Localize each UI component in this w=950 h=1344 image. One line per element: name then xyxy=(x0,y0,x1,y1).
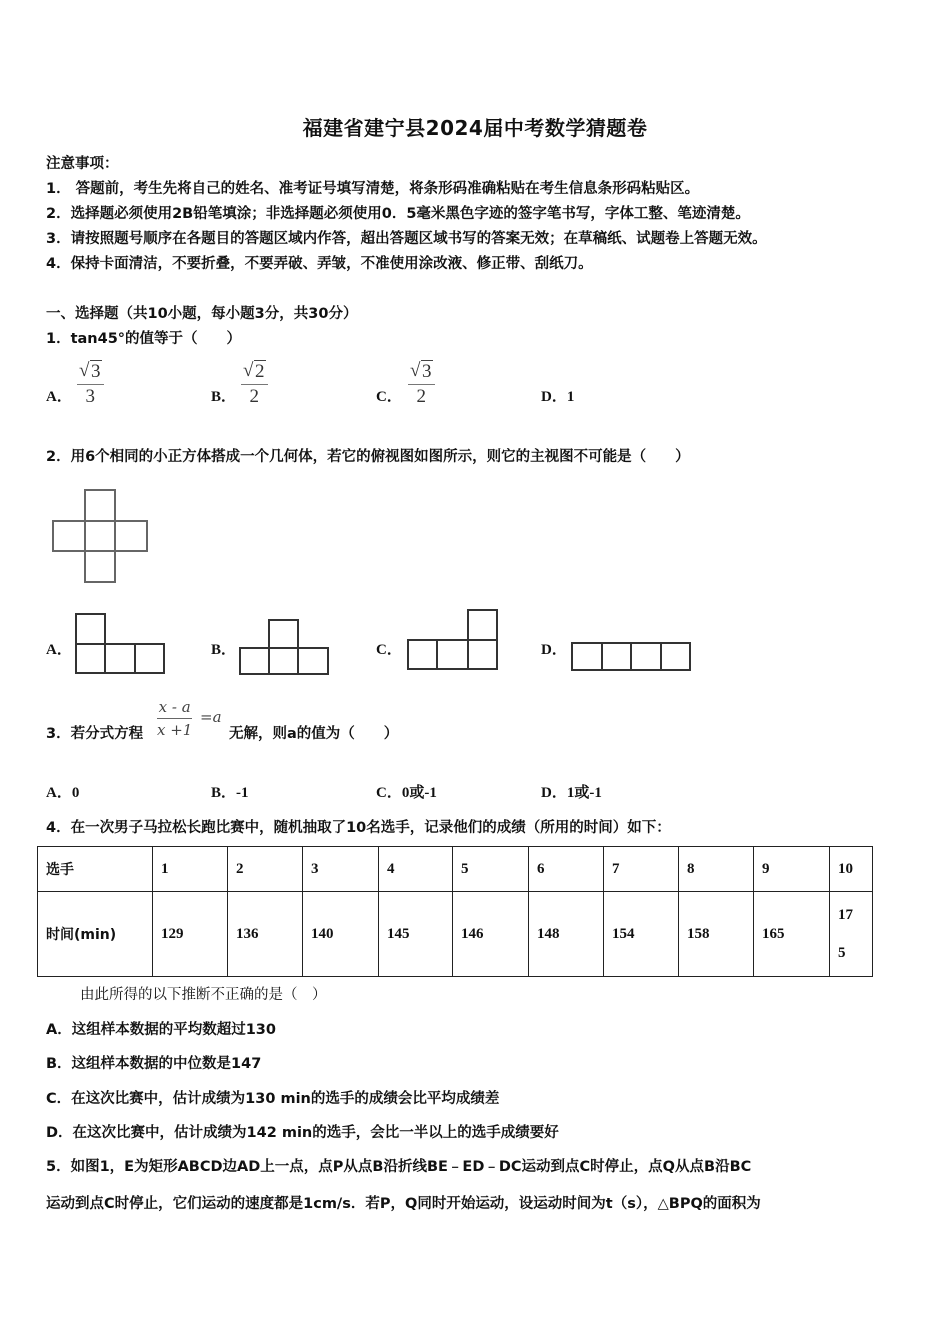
table-cell: 5 xyxy=(453,847,529,892)
q3-option-d-label: D． xyxy=(541,785,567,801)
q3-option-d xyxy=(541,781,602,802)
q2-option-d-label: D． xyxy=(541,642,567,658)
table-cell: 146 xyxy=(453,892,529,977)
q1-option-b-fraction xyxy=(241,361,268,408)
notice-heading: 注意事项： xyxy=(46,156,119,172)
table-cell: 3 xyxy=(303,847,379,892)
q5-line-1: 5．如图1，E为矩形ABCD边AD上一点，点P从点B沿折线BE﹣ED﹣DC运动到点C时停止，点Q从点B沿BC xyxy=(46,1159,752,1175)
table-cell: 6 xyxy=(529,847,604,892)
q1-c-radicand: 3 xyxy=(422,361,432,382)
q3-option-d-value: 1或-1 xyxy=(566,785,602,801)
q3-option-a xyxy=(46,781,79,802)
notice-item-3: 3．请按照题号顺序在各题目的答题区域内作答，超出答题区域书写的答案无效；在草稿纸、试题卷上答题无效。 xyxy=(46,231,767,247)
q2-option-b-label: B． xyxy=(211,642,237,658)
q1-a-radicand: 3 xyxy=(91,361,101,382)
q3-option-c-label: C． xyxy=(376,785,402,801)
table-cell: 1 xyxy=(153,847,228,892)
q1-option-a-label: A． xyxy=(46,389,72,405)
q3-equation-fraction xyxy=(157,698,192,739)
table-row-times xyxy=(38,892,873,977)
q4-stem: 4．在一次男子马拉松长跑比赛中，随机抽取了10名选手，记录他们的成绩（所用的时间）如下： xyxy=(46,820,671,836)
q3-eq-numerator: x - a xyxy=(158,698,191,716)
table-cell: 136 xyxy=(228,892,303,977)
table-cell: 140 xyxy=(303,892,379,977)
q1-option-d xyxy=(541,385,574,406)
q3-option-c xyxy=(376,781,437,802)
table-cell: 148 xyxy=(529,892,604,977)
table-cell: 4 xyxy=(379,847,453,892)
q4-option-a: A．这组样本数据的平均数超过130 xyxy=(46,1022,276,1038)
q4-sub-stem: 由此所得的以下推断不正确的是（ ） xyxy=(80,987,327,1003)
q3-option-b-label: B． xyxy=(211,785,237,801)
row-header-time-label: 时间(min) xyxy=(46,927,117,943)
q2-option-c-label: C． xyxy=(376,642,402,658)
section-heading: 一、选择题（共10小题，每小题3分，共30分） xyxy=(46,306,358,322)
wrapped-value-line2: 5 xyxy=(838,945,846,961)
q2-option-a-label: A． xyxy=(46,642,72,658)
q3-option-a-value: 0 xyxy=(71,785,80,801)
q4-option-c: C．在这次比赛中，估计成绩为130 min的选手的成绩会比平均成绩差 xyxy=(46,1091,500,1107)
row-header-time xyxy=(38,892,153,977)
page-title: 福建省建宁县2024届中考数学猜题卷 xyxy=(302,116,648,140)
q1-option-c-fraction xyxy=(408,361,435,408)
table-cell: 129 xyxy=(153,892,228,977)
table-row-players xyxy=(38,847,873,892)
wrapped-value-line1: 17 xyxy=(838,907,853,923)
q3-option-b xyxy=(211,781,249,802)
q3-option-a-label: A． xyxy=(46,785,72,801)
table-cell: 10 xyxy=(830,847,873,892)
q3-eq-denominator: x +1 xyxy=(157,721,193,739)
table-cell: 2 xyxy=(228,847,303,892)
q4-option-d: D．在这次比赛中，估计成绩为142 min的选手，会比一半以上的选手成绩要好 xyxy=(46,1125,559,1141)
q1-b-denominator: 2 xyxy=(249,386,259,407)
q1-option-c-label: C． xyxy=(376,389,402,405)
table-cell: 7 xyxy=(604,847,679,892)
q1-b-radicand: 2 xyxy=(255,361,265,382)
q3-eq-rhs: =a xyxy=(200,708,222,726)
table-cell-wrapped xyxy=(830,892,873,977)
row-header-player: 选手 xyxy=(38,847,153,892)
table-cell: 165 xyxy=(754,892,830,977)
q1-option-d-label: D． xyxy=(541,389,567,405)
q2-stem: 2．用6个相同的小正方体搭成一个几何体，若它的俯视图如图所示，则它的主视图不可能是（ ） xyxy=(46,449,690,465)
table-cell: 145 xyxy=(379,892,453,977)
q1-c-denominator: 2 xyxy=(416,386,426,407)
q4-option-b: B．这组样本数据的中位数是147 xyxy=(46,1056,262,1072)
q3-suffix: 无解，则a的值为（ ） xyxy=(229,726,399,742)
q1-option-d-value: 1 xyxy=(566,389,575,405)
q3-option-c-value: 0或-1 xyxy=(401,785,437,801)
table-cell: 9 xyxy=(754,847,830,892)
table-cell: 8 xyxy=(679,847,754,892)
q3-option-b-value: -1 xyxy=(236,785,249,801)
q1-stem: 1．tan45°的值等于（ ） xyxy=(46,331,242,347)
table-cell: 154 xyxy=(604,892,679,977)
notice-item-4: 4．保持卡面清洁，不要折叠，不要弄破、弄皱，不准使用涂改液、修正带、刮纸刀。 xyxy=(46,256,593,272)
q3-prefix: 3．若分式方程 xyxy=(46,726,144,742)
table-cell: 158 xyxy=(679,892,754,977)
q1-option-a-fraction xyxy=(77,361,104,408)
q1-option-b-label: B． xyxy=(211,389,237,405)
notice-item-2: 2．选择题必须使用2B铅笔填涂；非选择题必须使用0．5毫米黑色字迹的签字笔书写，字体工整、笔迹清楚。 xyxy=(46,206,750,222)
q1-a-denominator: 3 xyxy=(85,386,95,407)
q5-line-2: 运动到点C时停止，它们运动的速度都是1cm/s．若P，Q同时开始运动，设运动时间为t（s），△BPQ的面积为 xyxy=(46,1196,761,1212)
q4-data-table xyxy=(37,846,873,977)
notice-item-1: 1． 答题前，考生先将自己的姓名、准考证号填写清楚，将条形码准确粘贴在考生信息条形码粘贴区。 xyxy=(46,181,700,197)
